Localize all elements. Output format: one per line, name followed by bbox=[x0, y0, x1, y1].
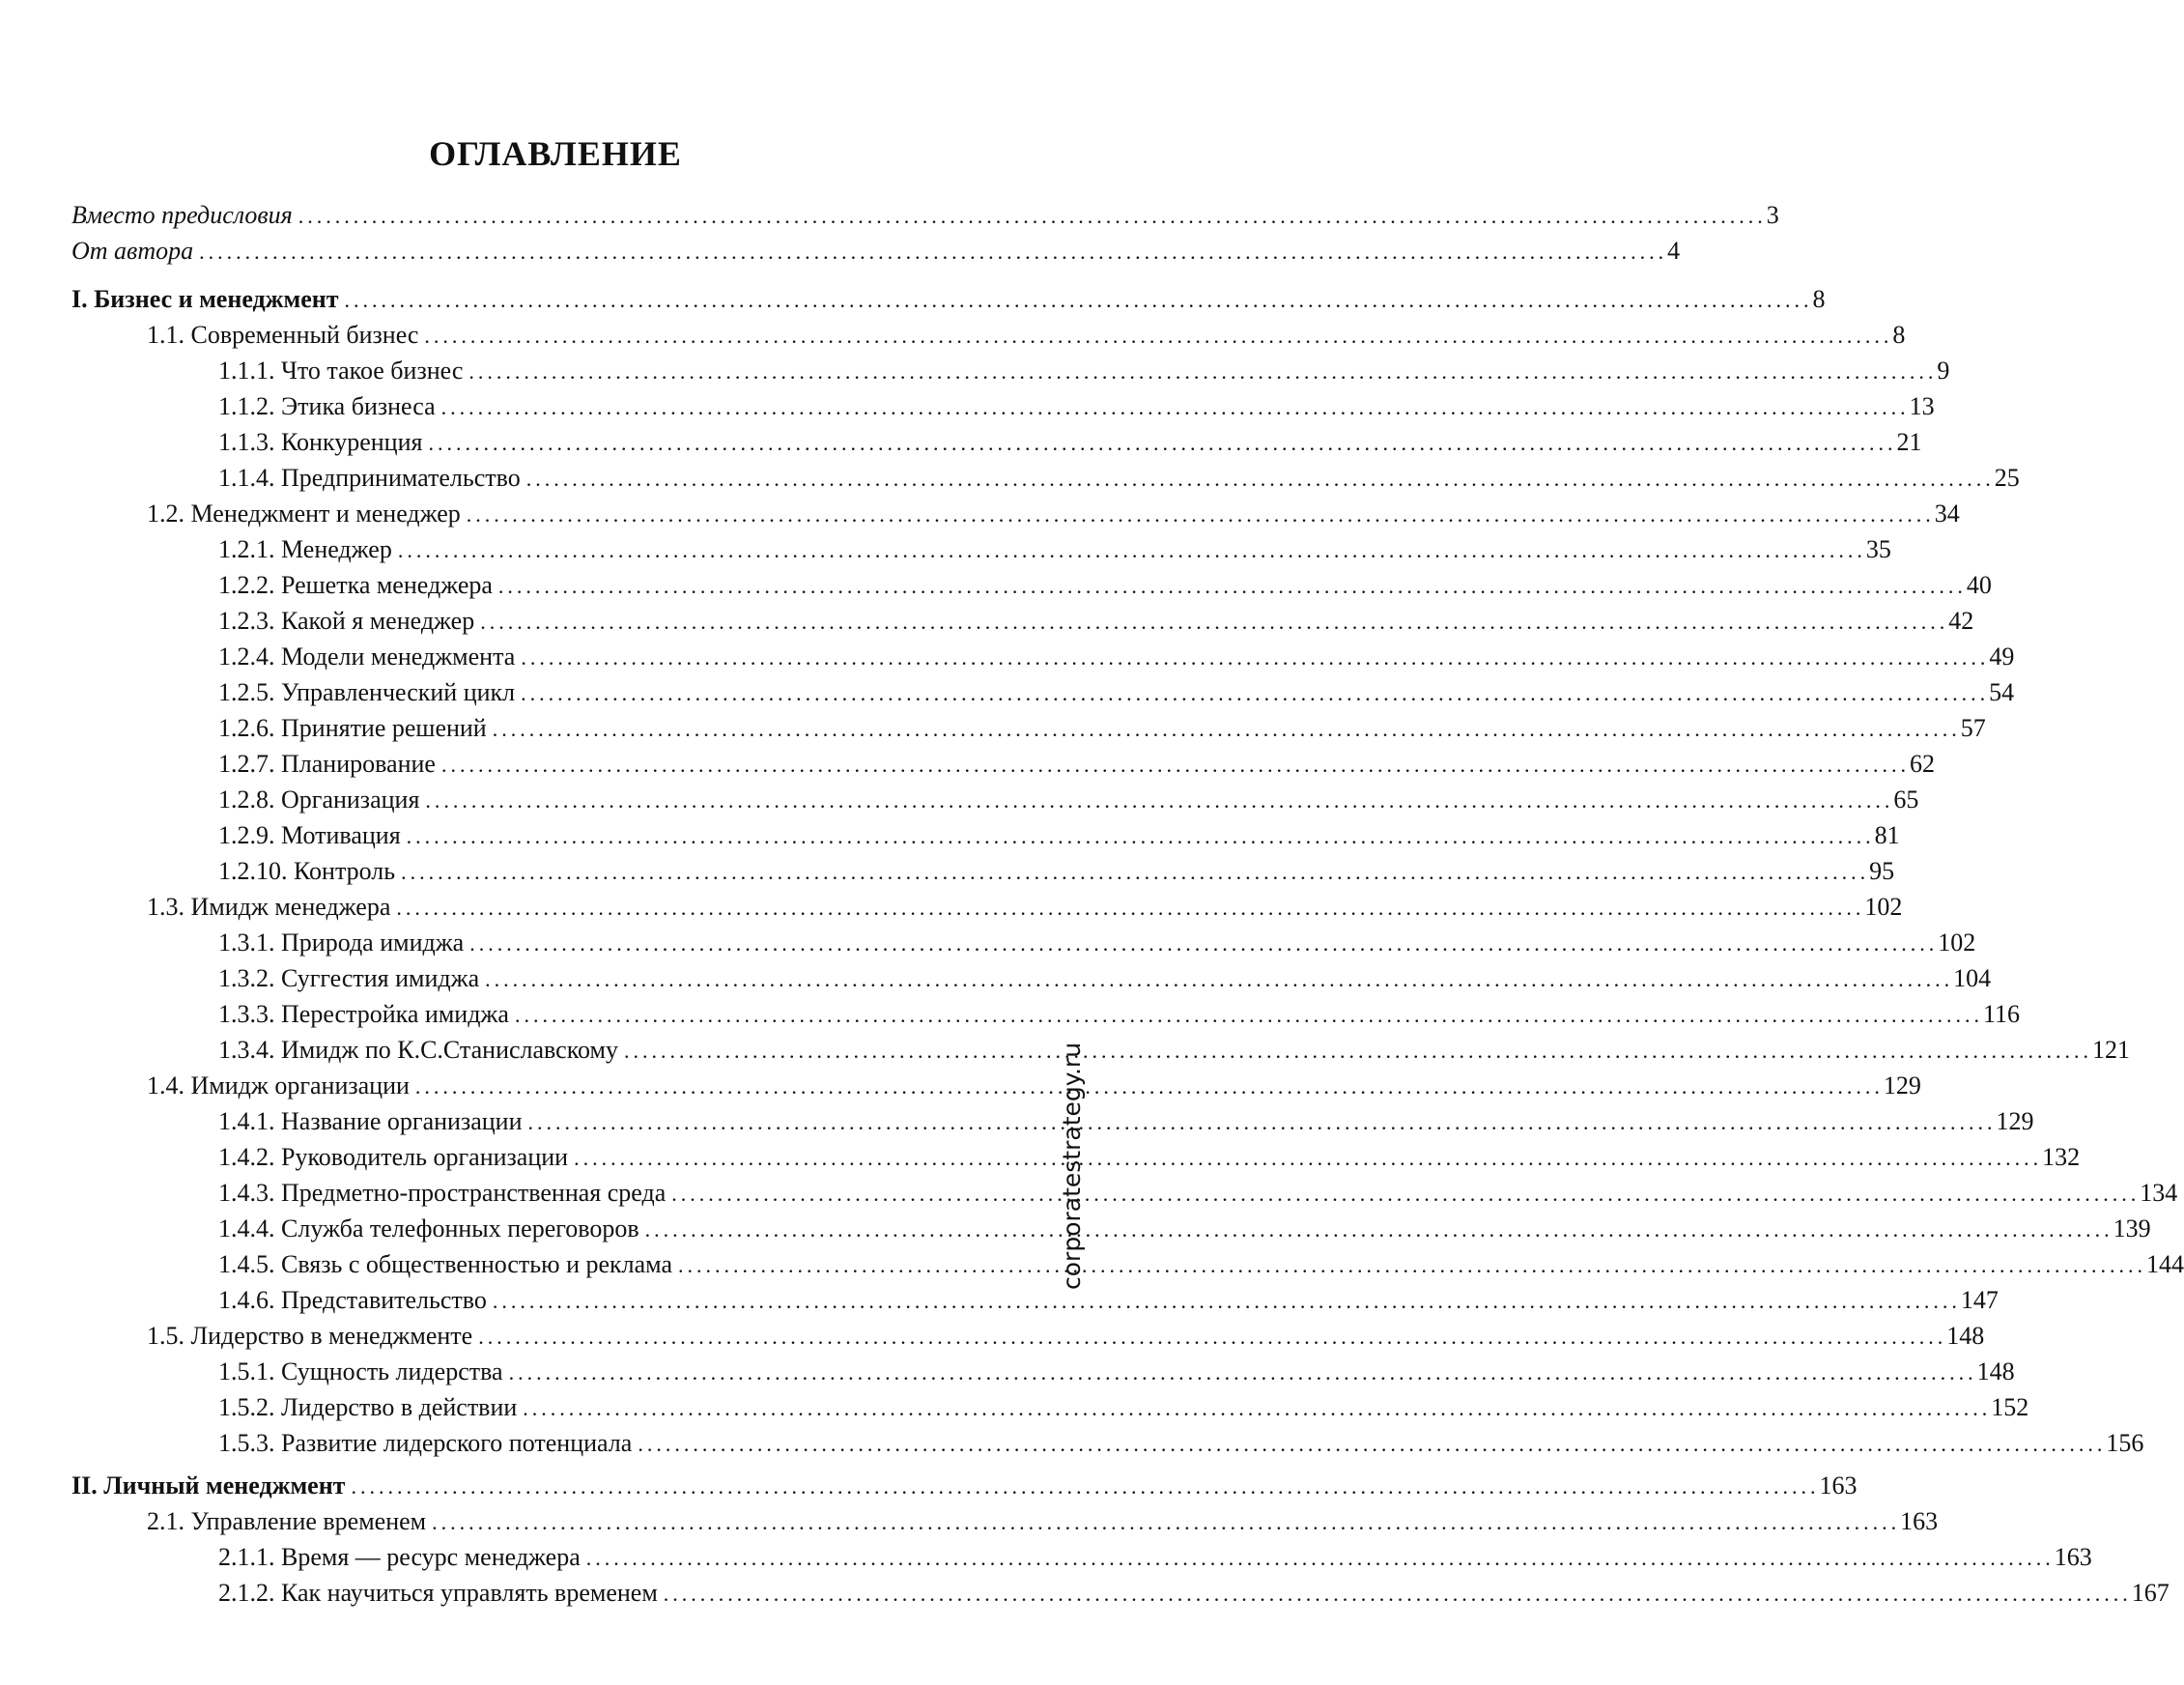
toc-leader-dots: ................................................................................................................................................................ bbox=[406, 824, 1875, 848]
toc-entry-page: 148 bbox=[1946, 1322, 1985, 1350]
toc-entry-label: 1.5. Лидерство в менеджменте bbox=[147, 1322, 473, 1350]
toc-entry-label: 1.2.3. Какой я менеджер bbox=[218, 607, 475, 635]
toc-entry-label: 1.3.1. Природа имиджа bbox=[218, 928, 465, 957]
toc-entry-label: От автора bbox=[71, 237, 194, 265]
toc-entry-label: 1.2.10. Контроль bbox=[218, 857, 396, 885]
toc-entry-label: 1.1.1. Что такое бизнес bbox=[218, 357, 464, 385]
toc-entry-label: 1.4. Имидж организации bbox=[147, 1071, 410, 1100]
toc-entry-label: 1.2.2. Решетка менеджера bbox=[218, 571, 493, 599]
toc-entry-label: II. Личный менеджмент bbox=[71, 1471, 346, 1499]
toc-entry[interactable] bbox=[218, 1577, 2170, 1610]
toc-leader-dots: ................................................................................................................................................................ bbox=[440, 395, 1910, 419]
toc-entry[interactable] bbox=[218, 533, 1891, 566]
toc-entry-page: 121 bbox=[2091, 1036, 2130, 1064]
toc-leader-dots: ................................................................................................................................................................ bbox=[497, 574, 1967, 598]
toc-leader-dots: ................................................................................................................................................................ bbox=[663, 1582, 2132, 1606]
toc-entry-page: 8 bbox=[1892, 321, 1906, 349]
toc-entry-page: 49 bbox=[1989, 643, 2015, 671]
toc-leader-dots: ................................................................................................................................................................ bbox=[485, 967, 1954, 991]
toc-leader-dots: ................................................................................................................................................................ bbox=[574, 1146, 2043, 1170]
toc-entry-label: 1.3. Имидж менеджера bbox=[147, 893, 391, 921]
toc-leader-dots: ................................................................................................................................................................ bbox=[585, 1546, 2055, 1570]
toc-entry[interactable] bbox=[71, 283, 1826, 316]
toc-entry[interactable] bbox=[218, 1356, 2015, 1388]
toc-entry-page: 40 bbox=[1966, 571, 1992, 599]
toc-entry-page: 144 bbox=[2145, 1250, 2184, 1278]
toc-entry-label: 1.1.4. Предпринимательство bbox=[218, 464, 521, 492]
toc-entry-label: 1.4.6. Представительство bbox=[218, 1286, 487, 1314]
toc-entry[interactable] bbox=[218, 1284, 1999, 1317]
toc-entry-page: 25 bbox=[1994, 464, 2020, 492]
toc-entry-label: 1.4.2. Руководитель организации bbox=[218, 1143, 569, 1171]
toc-entry[interactable] bbox=[218, 1141, 2081, 1174]
toc-entry-page: 163 bbox=[2054, 1543, 2092, 1571]
toc-entry-label: 1.2.6. Принятие решений bbox=[218, 714, 487, 742]
toc-entry[interactable] bbox=[218, 1541, 2092, 1574]
toc-entry[interactable] bbox=[218, 1177, 2178, 1210]
toc-entry[interactable] bbox=[218, 605, 1974, 638]
toc-entry[interactable] bbox=[218, 1213, 2151, 1245]
toc-entry-page: 129 bbox=[1996, 1107, 2034, 1135]
toc-leader-dots: ................................................................................................................................................................ bbox=[468, 359, 1938, 384]
toc-entry[interactable] bbox=[218, 962, 1992, 995]
toc-entry[interactable] bbox=[147, 498, 1960, 530]
toc-entry-page: 65 bbox=[1893, 785, 1919, 814]
toc-entry-page: 62 bbox=[1909, 750, 1935, 778]
toc-entry[interactable] bbox=[218, 855, 1895, 888]
toc-entry[interactable] bbox=[218, 569, 1992, 602]
toc-entry[interactable] bbox=[218, 462, 2020, 495]
toc-leader-dots: ................................................................................................................................................................ bbox=[492, 717, 1961, 741]
toc-entry[interactable] bbox=[218, 1248, 2184, 1281]
toc-leader-dots: ................................................................................................................................................................ bbox=[414, 1074, 1884, 1099]
toc-entry[interactable] bbox=[71, 199, 1779, 232]
toc-leader-dots: ................................................................................................................................................................ bbox=[351, 1474, 1820, 1499]
toc-entry-label: Вместо предисловия bbox=[71, 201, 293, 229]
toc-entry-label: 1.2.8. Организация bbox=[218, 785, 420, 814]
toc-entry-label: 1.3.2. Суггестия имиджа bbox=[218, 964, 480, 992]
toc-entry[interactable] bbox=[71, 235, 1681, 268]
toc-entry[interactable] bbox=[147, 1320, 1985, 1353]
toc-leader-dots: ................................................................................................................................................................ bbox=[478, 1325, 1947, 1349]
toc-leader-dots: ................................................................................................................................................................ bbox=[480, 610, 1949, 634]
toc-entry-page: 81 bbox=[1874, 821, 1900, 849]
toc-leader-dots: ................................................................................................................................................................ bbox=[527, 1110, 1997, 1134]
toc-entry-label: 1.5.1. Сущность лидерства bbox=[218, 1357, 503, 1385]
toc-entry[interactable] bbox=[218, 676, 2015, 709]
toc-entry[interactable] bbox=[218, 426, 1922, 459]
toc-entry-page: 57 bbox=[1960, 714, 1986, 742]
toc-entry-page: 3 bbox=[1766, 201, 1779, 229]
toc-leader-dots: ................................................................................................................................................................ bbox=[344, 288, 1813, 312]
toc-leader-dots: ................................................................................................................................................................ bbox=[521, 681, 1990, 705]
toc-entry-label: 2.1. Управление временем bbox=[147, 1507, 427, 1535]
toc-entry-page: 156 bbox=[2106, 1429, 2144, 1457]
toc-entry-page: 134 bbox=[2140, 1179, 2178, 1207]
toc-leader-dots: ................................................................................................................................................................ bbox=[638, 1432, 2107, 1456]
toc-entry[interactable] bbox=[218, 712, 1986, 745]
toc-leader-dots: ................................................................................................................................................................ bbox=[521, 645, 1990, 670]
toc-leader-dots: ................................................................................................................................................................ bbox=[469, 931, 1939, 956]
toc-entry-page: 104 bbox=[1953, 964, 1992, 992]
toc-leader-dots: ................................................................................................................................................................ bbox=[525, 467, 1995, 491]
toc-entry-label: 1.1. Современный бизнес bbox=[147, 321, 419, 349]
toc-leader-dots: ................................................................................................................................................................ bbox=[644, 1217, 2113, 1242]
toc-entry[interactable] bbox=[218, 355, 1950, 387]
toc-entry[interactable] bbox=[147, 1505, 1939, 1538]
toc-entry-page: 13 bbox=[1909, 392, 1935, 420]
toc-entry-page: 152 bbox=[1991, 1393, 2029, 1421]
toc-leader-dots: ................................................................................................................................................................ bbox=[440, 753, 1910, 777]
toc-entry[interactable] bbox=[147, 891, 1903, 924]
toc-entry-page: 163 bbox=[1819, 1471, 1858, 1499]
toc-leader-dots: ................................................................................................................................................................ bbox=[492, 1289, 1961, 1313]
toc-entry-label: 2.1.1. Время — ресурс менеджера bbox=[218, 1543, 581, 1571]
toc-entry-label: 1.2. Менеджмент и менеджер bbox=[147, 500, 461, 528]
toc-entry[interactable] bbox=[147, 319, 1906, 352]
toc-leader-dots: ................................................................................................................................................................ bbox=[677, 1253, 2146, 1277]
toc-entry-label: 1.2.9. Мотивация bbox=[218, 821, 401, 849]
toc-entry[interactable] bbox=[218, 748, 1935, 781]
toc-entry-page: 4 bbox=[1667, 237, 1681, 265]
toc-entry-label: 1.5.3. Развитие лидерского потенциала bbox=[218, 1429, 633, 1457]
toc-entry-page: 42 bbox=[1948, 607, 1974, 635]
toc-entry[interactable] bbox=[218, 998, 2020, 1031]
toc-entry-label: 1.5.2. Лидерство в действии bbox=[218, 1393, 518, 1421]
toc-entry-page: 129 bbox=[1883, 1071, 1921, 1100]
toc-entry-label: 1.3.4. Имидж по К.С.Станиславскому bbox=[218, 1036, 618, 1064]
toc-entry-page: 35 bbox=[1865, 535, 1891, 563]
toc-entry-label: 1.1.2. Этика бизнеса bbox=[218, 392, 436, 420]
toc-entry-page: 102 bbox=[1938, 928, 1976, 957]
toc-entry-page: 34 bbox=[1934, 500, 1960, 528]
toc-entry-page: 132 bbox=[2042, 1143, 2081, 1171]
toc-entry-page: 9 bbox=[1937, 357, 1950, 385]
toc-entry-page: 147 bbox=[1960, 1286, 1999, 1314]
toc-entry-page: 54 bbox=[1989, 678, 2015, 706]
toc-entry-page: 8 bbox=[1812, 285, 1826, 313]
toc-leader-dots: ................................................................................................................................................................ bbox=[432, 1510, 1901, 1534]
toc-leader-dots: ................................................................................................................................................................ bbox=[298, 204, 1767, 228]
toc-entry-label: 1.2.4. Модели менеджмента bbox=[218, 643, 516, 671]
toc-leader-dots: ................................................................................................................................................................ bbox=[671, 1182, 2141, 1206]
toc-entry-label: 1.4.3. Предметно-пространственная среда bbox=[218, 1179, 667, 1207]
toc-leader-dots: ................................................................................................................................................................ bbox=[424, 324, 1893, 348]
toc-entry-page: 167 bbox=[2131, 1579, 2170, 1607]
watermark-text: corporatestrategy.ru bbox=[1057, 1042, 1086, 1290]
toc-entry[interactable] bbox=[218, 641, 2015, 673]
toc-entry[interactable] bbox=[218, 1391, 2029, 1424]
toc-entry[interactable] bbox=[218, 1034, 2130, 1067]
toc-entry[interactable] bbox=[218, 1105, 2034, 1138]
toc-leader-dots: ................................................................................................................................................................ bbox=[514, 1003, 1983, 1027]
toc-entry-label: 1.2.7. Планирование bbox=[218, 750, 436, 778]
toc-leader-dots: ................................................................................................................................................................ bbox=[396, 896, 1865, 920]
toc-entry-label: 1.4.5. Связь с общественностью и реклама bbox=[218, 1250, 672, 1278]
toc-entry-label: 2.1.2. Как научиться управлять временем bbox=[218, 1579, 658, 1607]
toc-entry-label: 1.4.1. Название организации bbox=[218, 1107, 523, 1135]
toc-entry[interactable] bbox=[218, 390, 1935, 423]
toc-leader-dots: ................................................................................................................................................................ bbox=[199, 240, 1668, 264]
toc-entry-label: 1.4.4. Служба телефонных переговоров bbox=[218, 1214, 639, 1242]
toc-entry-page: 95 bbox=[1869, 857, 1895, 885]
watermark bbox=[1057, 1042, 1086, 1299]
toc-entry[interactable] bbox=[71, 1470, 1858, 1502]
page-title: ОГЛАВЛЕНИЕ bbox=[429, 134, 682, 173]
toc-leader-dots: ................................................................................................................................................................ bbox=[466, 502, 1935, 527]
toc-leader-dots: ................................................................................................................................................................ bbox=[401, 860, 1870, 884]
toc-leader-dots: ................................................................................................................................................................ bbox=[508, 1360, 1977, 1385]
toc-entry-label: 1.3.3. Перестройка имиджа bbox=[218, 1000, 509, 1028]
toc-leader-dots: ................................................................................................................................................................ bbox=[425, 788, 1894, 813]
toc-entry-page: 21 bbox=[1896, 428, 1922, 456]
toc-leader-dots: ................................................................................................................................................................ bbox=[523, 1396, 1992, 1420]
toc-entry-page: 148 bbox=[1976, 1357, 2015, 1385]
toc-entry[interactable] bbox=[147, 1070, 1921, 1102]
toc-entry[interactable] bbox=[218, 784, 1919, 816]
toc-entry-page: 163 bbox=[1900, 1507, 1939, 1535]
toc-entry-label: 1.1.3. Конкуренция bbox=[218, 428, 423, 456]
toc-leader-dots: ................................................................................................................................................................ bbox=[623, 1039, 2092, 1063]
toc-entry-page: 139 bbox=[2113, 1214, 2151, 1242]
toc-entry-page: 116 bbox=[1982, 1000, 2020, 1028]
toc-entry[interactable] bbox=[218, 927, 1976, 959]
toc-entry-label: 1.2.5. Управленческий цикл bbox=[218, 678, 516, 706]
toc-entry-label: I. Бизнес и менеджмент bbox=[71, 285, 339, 313]
toc-entry-label: 1.2.1. Менеджер bbox=[218, 535, 392, 563]
toc-entry-page: 102 bbox=[1864, 893, 1903, 921]
toc-entry[interactable] bbox=[218, 819, 1900, 852]
toc-entry[interactable] bbox=[218, 1427, 2144, 1460]
toc-leader-dots: ................................................................................................................................................................ bbox=[397, 538, 1866, 562]
toc-leader-dots: ................................................................................................................................................................ bbox=[428, 431, 1897, 455]
